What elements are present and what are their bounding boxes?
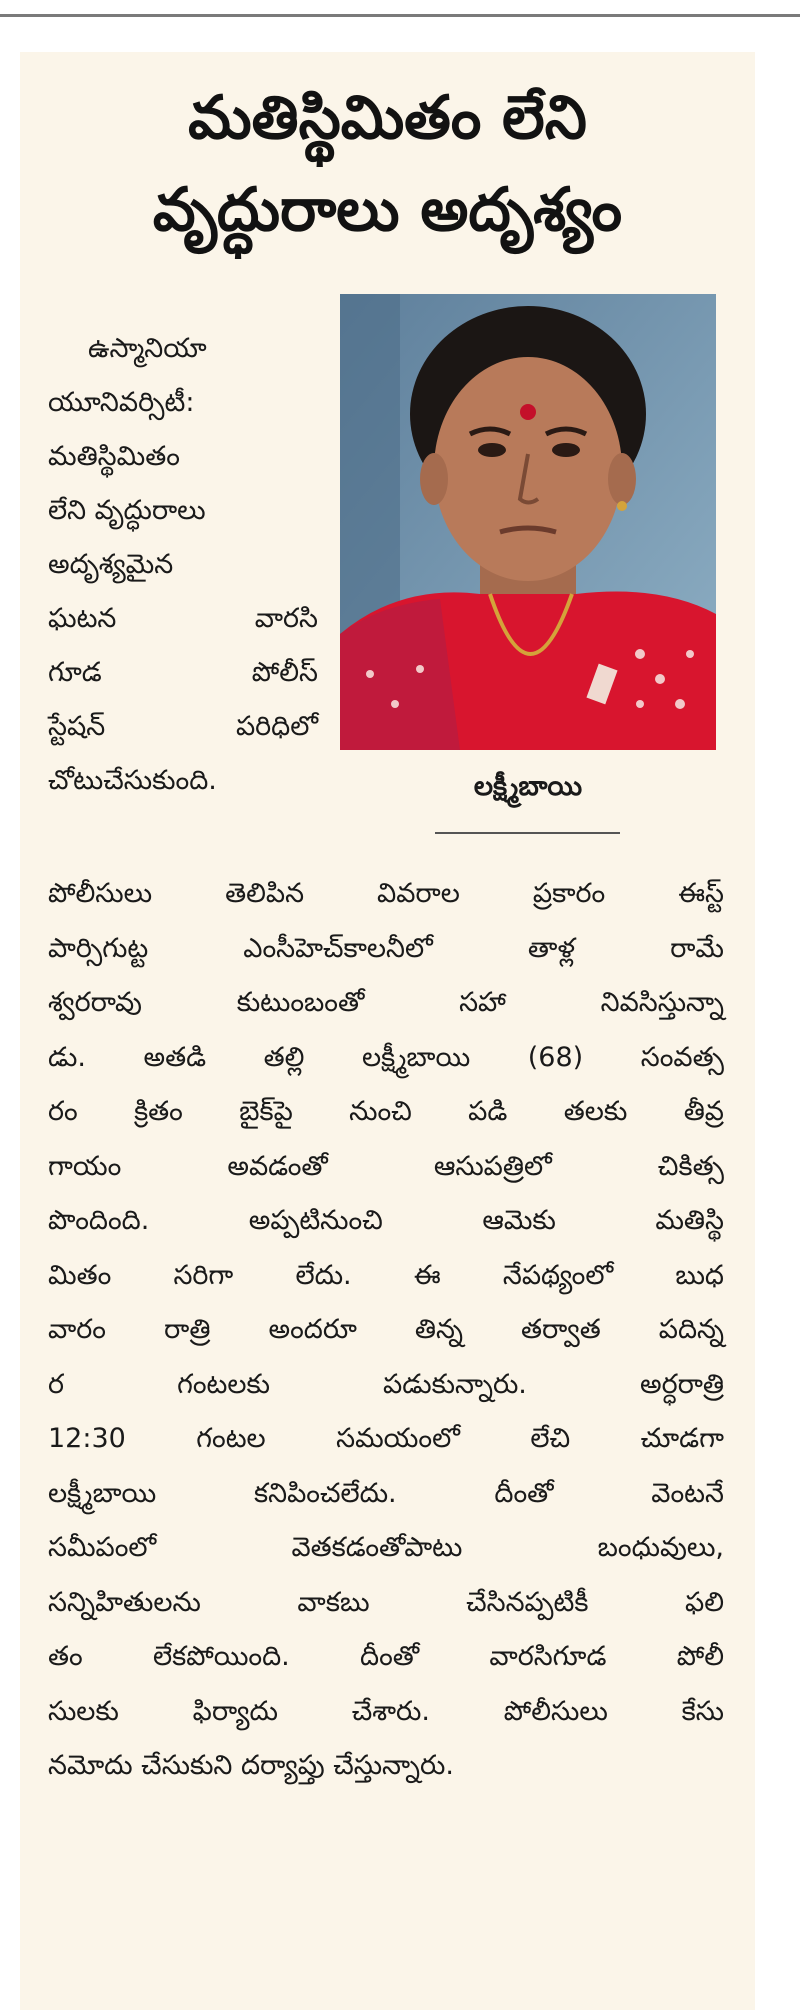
body-line: తం లేకపోయింది. దీంతో వారసిగూడ పోలీ xyxy=(48,1641,724,1672)
body-line: 12:30 గంటల సమయంలో లేచి చూడగా xyxy=(48,1423,724,1454)
body-line: రం క్రితం బైక్‌పై నుంచి పడి తలకు తీవ్ర xyxy=(48,1096,724,1127)
portrait-image xyxy=(340,294,716,750)
body-line: మితం సరిగా లేదు. ఈ నేపథ్యంలో బుధ xyxy=(48,1259,724,1291)
intro-line: అదృశ్యమైన xyxy=(48,549,174,580)
news-clipping xyxy=(20,52,755,2010)
body-line: సన్నిహితులను వాకబు చేసినప్పటికీ ఫలి xyxy=(48,1586,724,1618)
intro-line: చోటుచేసుకుంది. xyxy=(48,765,217,796)
photo-caption: లక్ష్మీబాయి xyxy=(473,771,583,802)
body-line: నమోదు చేసుకుని దర్యాప్తు చేస్తున్నారు. xyxy=(48,1750,454,1781)
page-top-rule xyxy=(0,0,800,17)
body-line: గాయం అవడంతో ఆసుపత్రిలో చికిత్స xyxy=(48,1150,724,1182)
body-line: పార్సిగుట్ట ఎంసీహెచ్‌కాలనీలో తాళ్ల రామే xyxy=(48,932,724,964)
intro-line: గూడ పోలీస్ xyxy=(48,657,318,688)
headline-line-1: మతిస్థిమితం లేని xyxy=(188,83,587,153)
intro-line: స్టేషన్ పరిధిలో xyxy=(48,711,318,742)
body-line: పోలీసులు తెలిపిన వివరాల ప్రకారం ఈస్ట్ xyxy=(48,878,724,909)
intro-line: యూనివర్సిటీ: xyxy=(48,387,195,418)
body-line: డు. అతడి తల్లి లక్ష్మీబాయి (68) సంవత్స xyxy=(48,1041,724,1073)
intro-line: మతిస్థిమితం xyxy=(48,441,180,472)
intro-line: ఘటన వారసి xyxy=(48,603,318,634)
caption-divider xyxy=(435,832,620,834)
headline xyxy=(20,72,755,256)
intro-line: ఉస్మానియా xyxy=(88,333,207,364)
intro-line: లేని వృద్ధురాలు xyxy=(48,495,206,526)
body-line: సమీపంలో వెతకడంతోపాటు బంధువులు, xyxy=(48,1532,724,1563)
body-line: ర గంటలకు పడుకున్నారు. అర్ధరాత్రి xyxy=(48,1368,724,1400)
article-body xyxy=(48,867,724,1794)
portrait-photo xyxy=(340,294,716,750)
body-line: వారం రాత్రి అందరూ తిన్న తర్వాత పదిన్న xyxy=(48,1314,724,1345)
intro-paragraph xyxy=(48,322,318,808)
body-line: శ్వరరావు కుటుంబంతో సహా నివసిస్తున్నా xyxy=(48,987,724,1018)
body-line: పొందింది. అప్పటినుంచి ఆమెకు మతిస్థి xyxy=(48,1205,724,1236)
body-line: లక్ష్మీబాయి కనిపించలేదు. దీంతో వెంటనే xyxy=(48,1477,724,1509)
body-line: సులకు ఫిర్యాదు చేశారు. పోలీసులు కేసు xyxy=(48,1695,724,1727)
headline-line-2: వృద్ధురాలు అదృశ్యం xyxy=(152,175,623,245)
